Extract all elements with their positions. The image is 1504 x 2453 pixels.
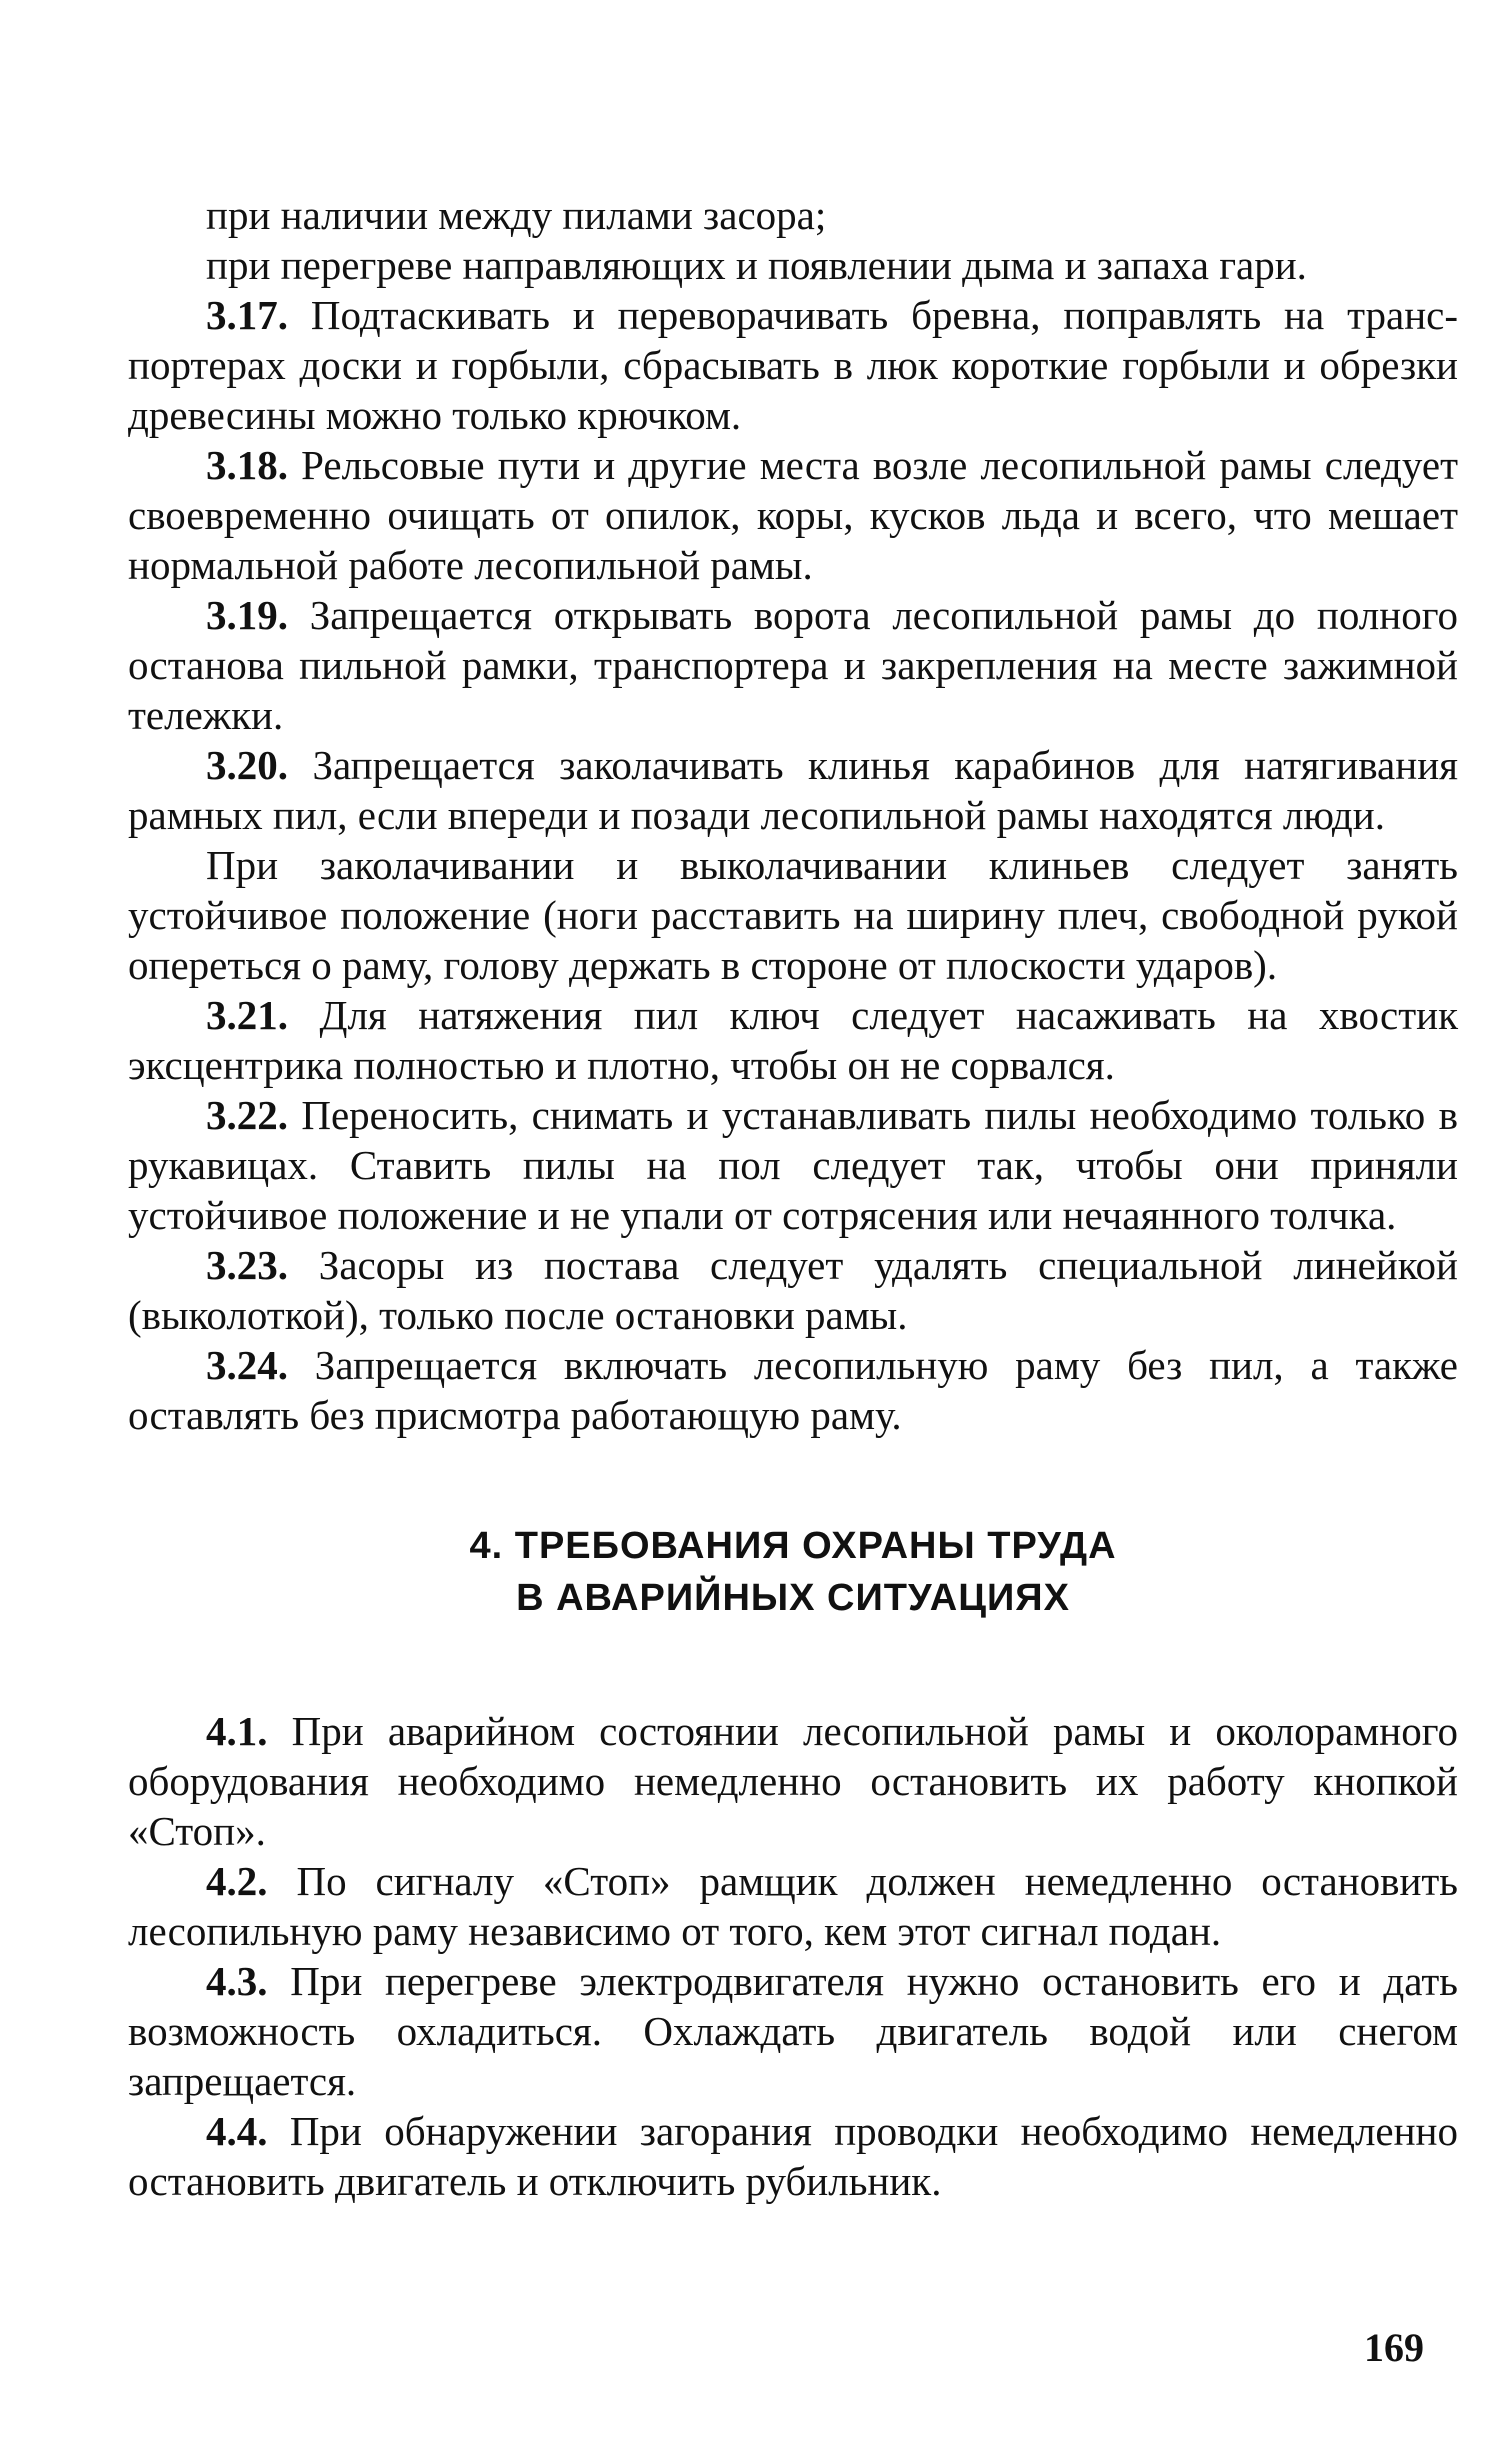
paragraph-text: Запрещается заколачивать клинья карабинов для натягивания рамных пил, если впереди и позади лесопильной рамы находятся люди. bbox=[128, 742, 1458, 838]
paragraph-text: При заколачивании и выколачивании клиньев следует занять устойчивое положение (ноги расставить на ширину плеч, свободной рукой опереться о раму, голову держать в стороне от плоскости ударов). bbox=[128, 842, 1458, 988]
paragraph-overheat bbox=[128, 240, 1458, 290]
paragraph-3-17 bbox=[128, 290, 1458, 440]
paragraph-wedges bbox=[128, 840, 1458, 990]
paragraph-text: при наличии между пилами засора; bbox=[206, 192, 827, 238]
paragraph-clog bbox=[128, 190, 1458, 240]
paragraph-text: при перегреве направляющих и появлении дыма и запаха гари. bbox=[206, 242, 1307, 288]
paragraph-4-3 bbox=[128, 1956, 1458, 2106]
page-number: 169 bbox=[1364, 2325, 1424, 2370]
paragraph-3-19 bbox=[128, 590, 1458, 740]
paragraph-number: 4.1. bbox=[206, 1708, 268, 1754]
paragraph-number: 3.20. bbox=[206, 742, 288, 788]
section-heading-line-2: В АВАРИЙНЫХ СИТУАЦИЯХ bbox=[516, 1577, 1070, 1619]
paragraph-3-23 bbox=[128, 1240, 1458, 1340]
paragraph-text: Подтаскивать и переворачивать бревна, поправлять на транспортерах доски и горбыли, сбрасывать в люк короткие горбыли и обрезки древесины можно только крючком. bbox=[128, 292, 1458, 438]
paragraph-number: 4.3. bbox=[206, 1958, 268, 2004]
paragraph-text: При перегреве электродвигателя нужно остановить его и дать возможность охладиться. Охлаждать двигатель водой или снегом запрещается. bbox=[128, 1958, 1458, 2104]
paragraph-4-4 bbox=[128, 2106, 1458, 2206]
paragraph-text: Рельсовые пути и другие места возле лесопильной рамы следует своевременно очищать от опилок, коры, кусков льда и всего, что мешает нормальной работе лесопильной рамы. bbox=[128, 442, 1458, 588]
paragraph-text: Для натяжения пил ключ следует насаживать на хвостик эксцентрика полностью и плотно, чтобы он не сорвался. bbox=[128, 992, 1458, 1088]
paragraph-4-1 bbox=[128, 1706, 1458, 1856]
paragraph-3-20 bbox=[128, 740, 1458, 840]
paragraph-text: Засоры из постава следует удалять специальной линейкой (выколоткой), только после остановки рамы. bbox=[128, 1242, 1458, 1338]
paragraph-text: При обнаружении загорания проводки необходимо немедленно остановить двигатель и отключить рубильник. bbox=[128, 2108, 1458, 2204]
paragraph-3-24 bbox=[128, 1340, 1458, 1440]
paragraph-number: 3.22. bbox=[206, 1092, 288, 1138]
paragraph-text: Переносить, снимать и устанавливать пилы необходимо только в рукавицах. Ставить пилы на пол следует так, чтобы они приняли устойчивое положение и не упали от сотрясения или нечаянного толчка. bbox=[128, 1092, 1458, 1238]
paragraph-3-22 bbox=[128, 1090, 1458, 1240]
section-heading-line-1: 4. ТРЕБОВАНИЯ ОХРАНЫ ТРУДА bbox=[469, 1525, 1117, 1567]
paragraph-number: 3.21. bbox=[206, 992, 288, 1038]
paragraph-3-21 bbox=[128, 990, 1458, 1090]
paragraph-4-2 bbox=[128, 1856, 1458, 1956]
paragraph-number: 3.17. bbox=[206, 292, 288, 338]
paragraph-3-18 bbox=[128, 440, 1458, 590]
paragraph-text: По сигналу «Стоп» рамщик должен немедленно остановить лесопильную раму независимо от того, кем этот сигнал подан. bbox=[128, 1858, 1458, 1954]
paragraph-number: 3.23. bbox=[206, 1242, 288, 1288]
paragraph-text: Запрещается включать лесопильную раму без пил, а также оставлять без присмотра работающую раму. bbox=[128, 1342, 1458, 1438]
paragraph-text: При аварийном состоянии лесопильной рамы и околорамного оборудования необходимо немедленно остановить их работу кнопкой «Стоп». bbox=[128, 1708, 1458, 1854]
paragraph-number: 4.4. bbox=[206, 2108, 268, 2154]
paragraph-text: Запрещается открывать ворота лесопильной рамы до полного останова пильной рамки, транспортера и закрепления на месте зажимной тележки. bbox=[128, 592, 1458, 738]
paragraph-number: 3.24. bbox=[206, 1342, 288, 1388]
paragraph-number: 3.19. bbox=[206, 592, 288, 638]
paragraph-number: 3.18. bbox=[206, 442, 288, 488]
section-heading bbox=[128, 1520, 1458, 1624]
document-page bbox=[128, 190, 1458, 2206]
paragraph-number: 4.2. bbox=[206, 1858, 268, 1904]
